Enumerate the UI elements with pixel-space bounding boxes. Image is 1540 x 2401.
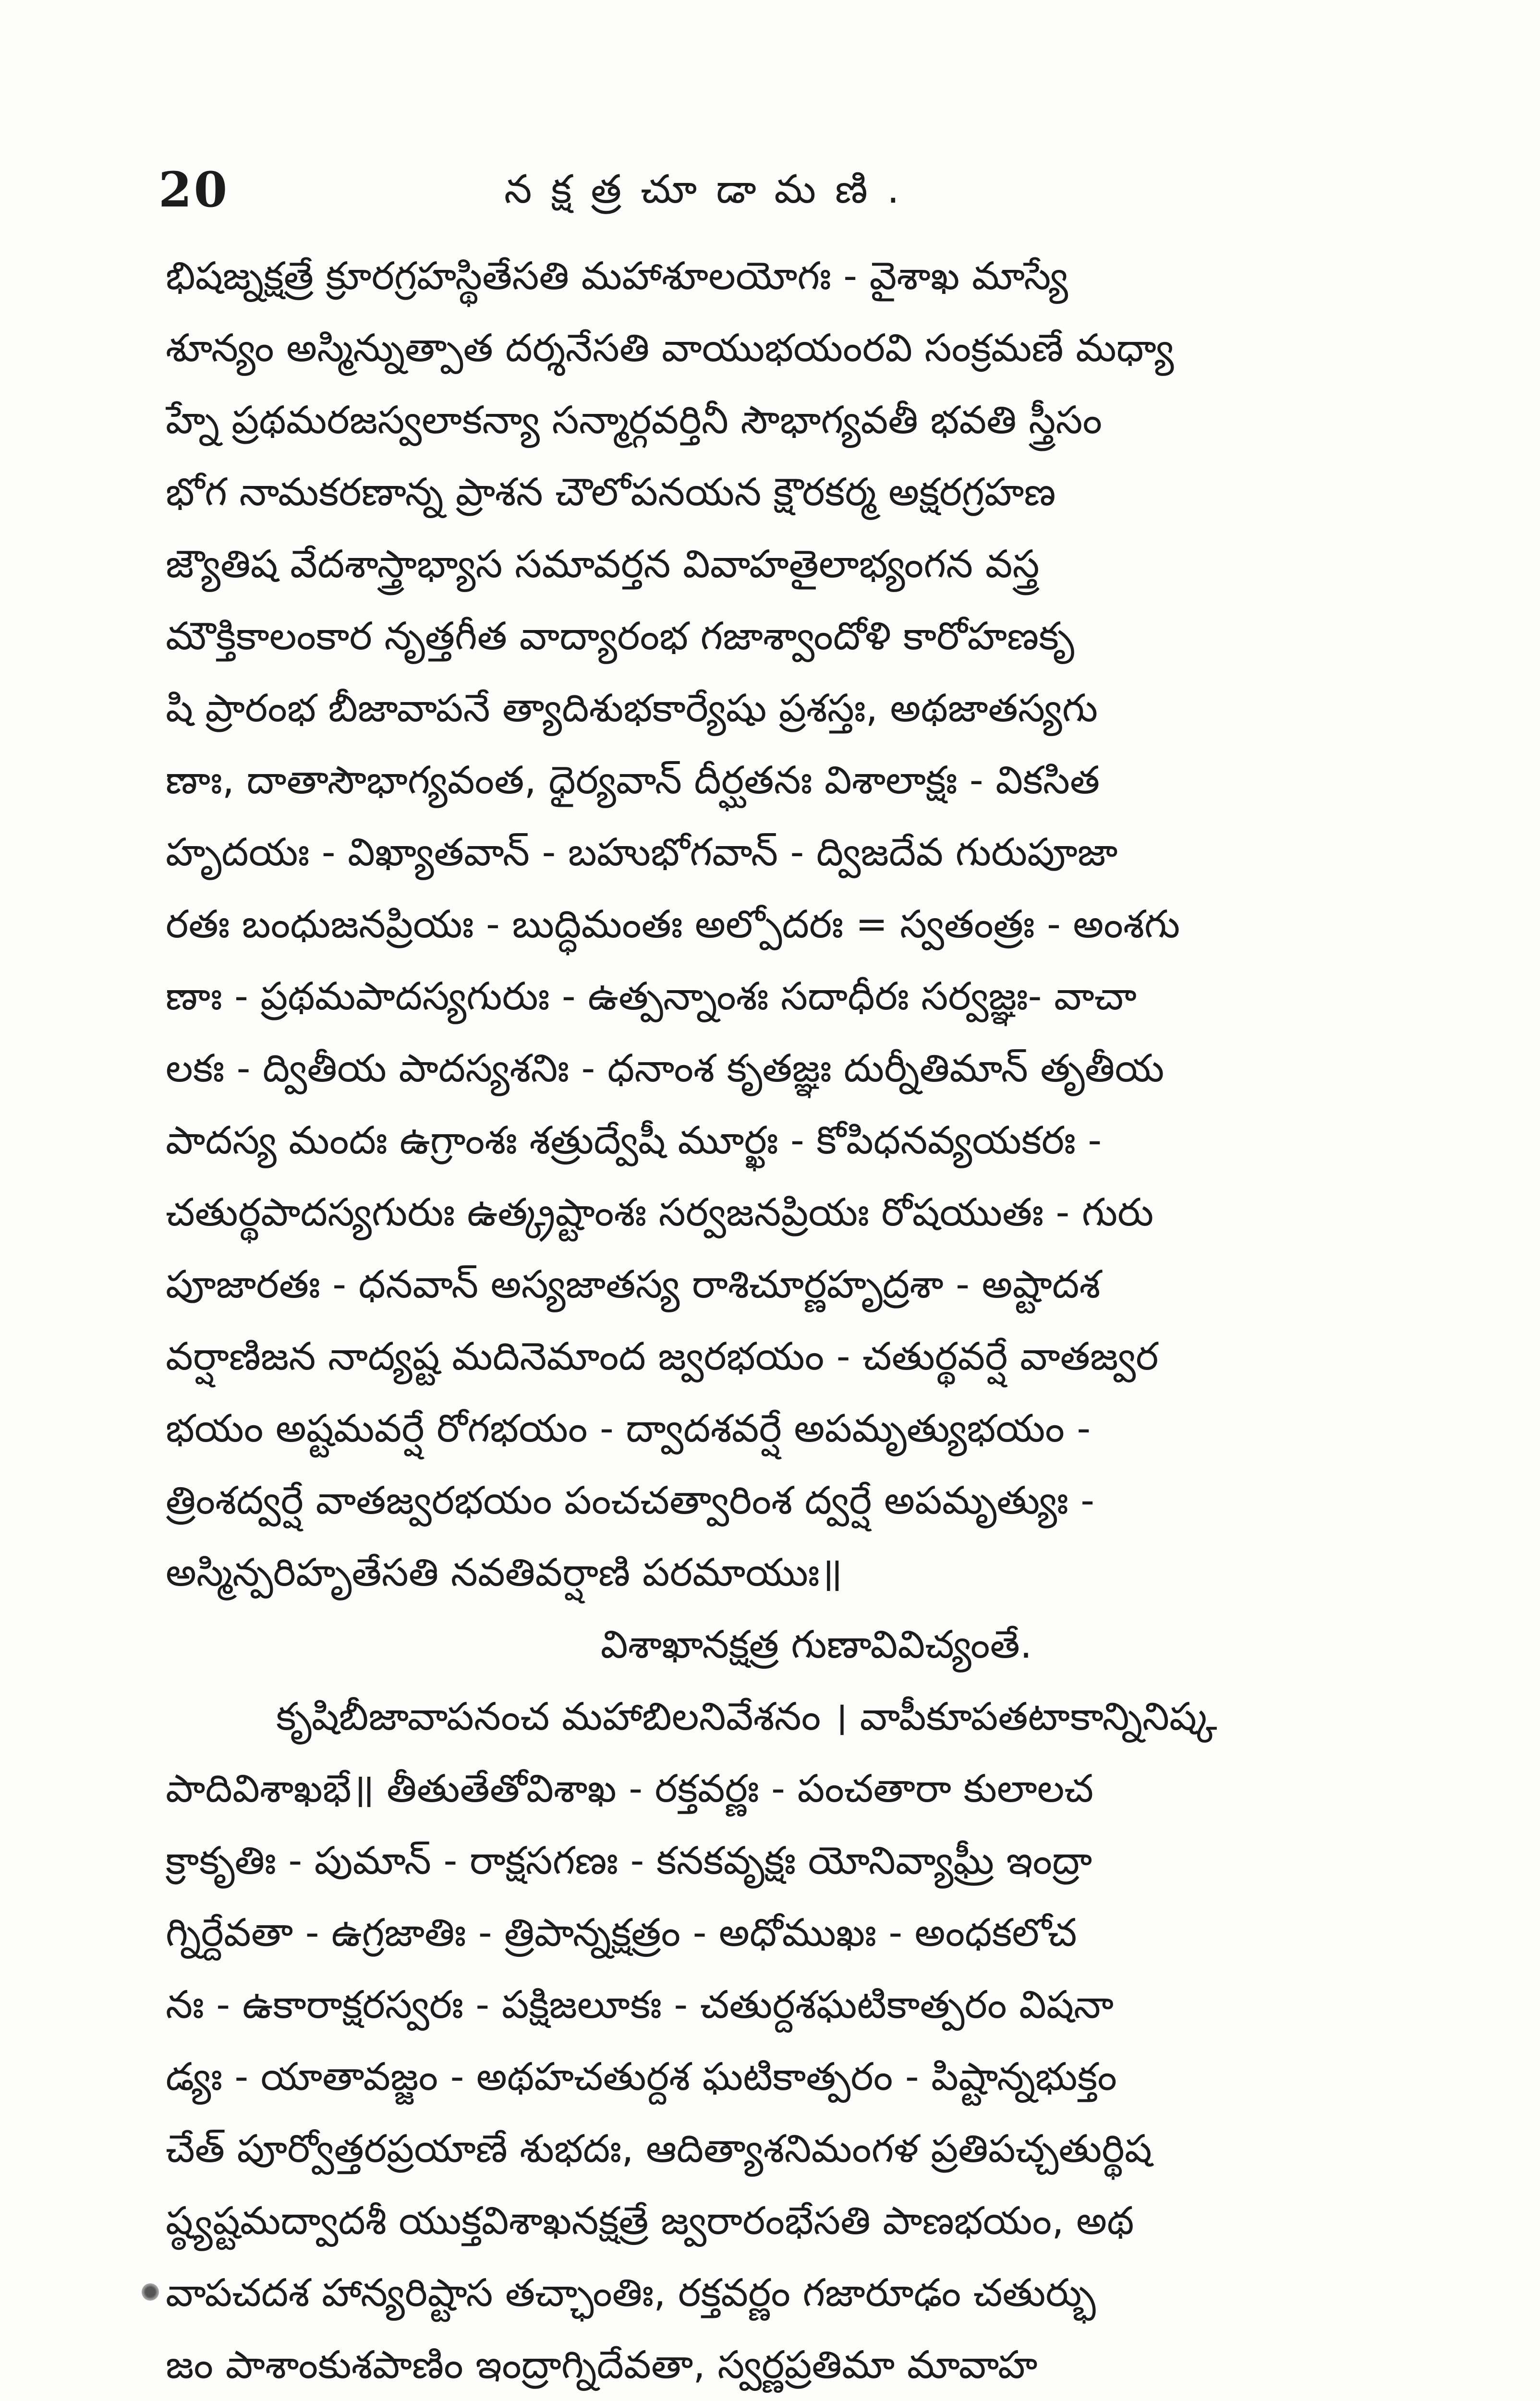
running-title: నక్షత్రచూడామణి. bbox=[504, 167, 919, 212]
text-line: మౌక్తికాలంకార నృత్తగీత వాద్యారంభ గజాశ్వాందోళి కారోహణకృ bbox=[166, 614, 1074, 658]
text-line: హృదయః - విఖ్యాతవాన్ - బహుభోగవాన్ - ద్విజదేవ గురుపూజా bbox=[166, 830, 1118, 874]
text-line: పాదివిశాఖభే॥ తీతుతేతోవిశాఖ - రక్తవర్ణః - పంచతారా కులాలచ bbox=[166, 1766, 1094, 1811]
text-line: క్రాకృతిః - పుమాన్ - రాక్షసగణః - కనకవృక్షః యోనివ్యాఘ్రీ ఇంద్రా bbox=[166, 1838, 1092, 1883]
text-line: డ్యః - యాతావజ్జం - అథహచతుర్దశ ఘటికాత్పరం - పిష్టాన్నభుక్తం bbox=[166, 2054, 1117, 2099]
page-number: 20 bbox=[158, 161, 230, 218]
text-line: వర్షాణిజన నాద్యష్ట మదినెమాంద జ్వరభయం - చతుర్థవర్షే వాతజ్వర bbox=[166, 1334, 1159, 1379]
text-line: ణాః - ప్రథమపాదస్యగురుః - ఉత్పన్నాంశః సదాధీరః సర్వజ్ఞః- వాచా bbox=[166, 974, 1137, 1019]
text-line: పూజారతః - ధనవాన్ అస్యజాతస్య రాశిచూర్ణహృద్రశా - అష్టాదశ bbox=[166, 1262, 1101, 1307]
text-line: చేత్ పూర్వోత్తరప్రయాణే శుభదః, ఆదిత్యాశనిమంగళ ప్రతిపచ్చతుర్థిష bbox=[166, 2126, 1152, 2171]
text-line: జం పాశాంకుశపాణిం ఇంద్రాగ్నిదేవతా, స్వర్ణప్రతిమా మావాహ bbox=[166, 2342, 1038, 2387]
text-line: లకః - ద్వితీయ పాదస్యశనిః - ధనాంశ కృతజ్ఞః దుర్నీతిమాన్ తృతీయ bbox=[166, 1046, 1164, 1091]
text-line: భిషజ్నక్షత్రే క్రూరగ్రహస్థితేసతి మహాశూలయోగః - వైశాఖ మాస్యే bbox=[166, 254, 1068, 298]
text-line: కృషిబీజావాపనంచ మహాబిలనివేశనం । వాపీకూపతటాకాన్నినిష్క bbox=[276, 1694, 1217, 1739]
text-line: వాపచదశ హాన్యరిష్టాస తచ్ఛాంతిః, రక్తవర్ణం గజారూఢం చతుర్భు bbox=[166, 2270, 1096, 2315]
page-header bbox=[158, 154, 1417, 226]
body-text bbox=[166, 240, 1400, 2401]
section-heading: విశాఖానక్షత్ర గుణావివిచ్యంతే. bbox=[600, 1622, 1032, 1667]
text-line: భోగ నామకరణాన్న ప్రాశన చౌలోపనయన క్షౌరకర్మ అక్షరగ్రహణ bbox=[166, 470, 1056, 514]
text-line: గ్నిర్దేవతా - ఉగ్రజాతిః - త్రిపాన్నక్షత్రం - అధోముఖః - అంధకలోచ bbox=[166, 1910, 1077, 1955]
text-line: నః - ఉకారాక్షరస్వరః - పక్షిజలూకః - చతుర్దశఘటికాత్పరం విషనా bbox=[166, 1982, 1114, 2027]
text-line: జ్యౌతిష వేదశాస్త్రాభ్యాస సమావర్తన వివాహతైలాభ్యంగన వస్త్ర bbox=[166, 542, 1040, 586]
text-line: ష్ఠ్యష్టమద్వాదశీ యుక్తవిశాఖనక్షత్రే జ్వరారంభేసతి పాణభయం, అథ bbox=[166, 2198, 1134, 2243]
text-line: ణాః, దాతాసౌభాగ్యవంత, ధైర్యవాన్ దీర్ఘతనః విశాలాక్షః - వికసిత bbox=[166, 758, 1100, 802]
text-line: షి ప్రారంభ బీజావాపనే త్యాదిశుభకార్యేషు ప్రశస్తః, అథజాతస్యగు bbox=[166, 686, 1098, 730]
ink-blot-mark bbox=[142, 2283, 159, 2301]
text-line: అస్మిన్పరిహృతేసతి నవతివర్షాణి పరమాయుః॥ bbox=[166, 1550, 843, 1595]
text-line: చతుర్థపాదస్యగురుః ఉత్క్రష్టాంశః సర్వజనప్రియః రోషయుతః - గురు bbox=[166, 1190, 1154, 1235]
text-line: పాదస్య మందః ఉగ్రాంశః శత్రుద్వేషీ మూర్ఖః - కోపిధనవ్యయకరః - bbox=[166, 1118, 1102, 1163]
text-line: హ్నే ప్రథమరజస్వలాకన్యా సన్మార్గవర్తినీ సౌభాగ్యవతీ భవతి స్త్రీసం bbox=[166, 398, 1103, 442]
text-line: శూన్యం అస్మిన్నుత్పాత దర్శనేసతి వాయుభయంరవి సంక్రమణే మధ్యా bbox=[166, 326, 1174, 370]
text-line: భయం అష్టమవర్షే రోగభయం - ద్వాదశవర్షే అపమృత్యుభయం - bbox=[166, 1406, 1091, 1451]
text-line: త్రింశద్వర్షే వాతజ్వరభయం పంచచత్వారింశ ద్వర్షే అపమృత్యుః - bbox=[166, 1478, 1095, 1523]
text-line: రతః బంధుజనప్రియః - బుద్ధిమంతః అల్పోదరః = స్వతంత్రః - అంశగు bbox=[166, 902, 1180, 946]
